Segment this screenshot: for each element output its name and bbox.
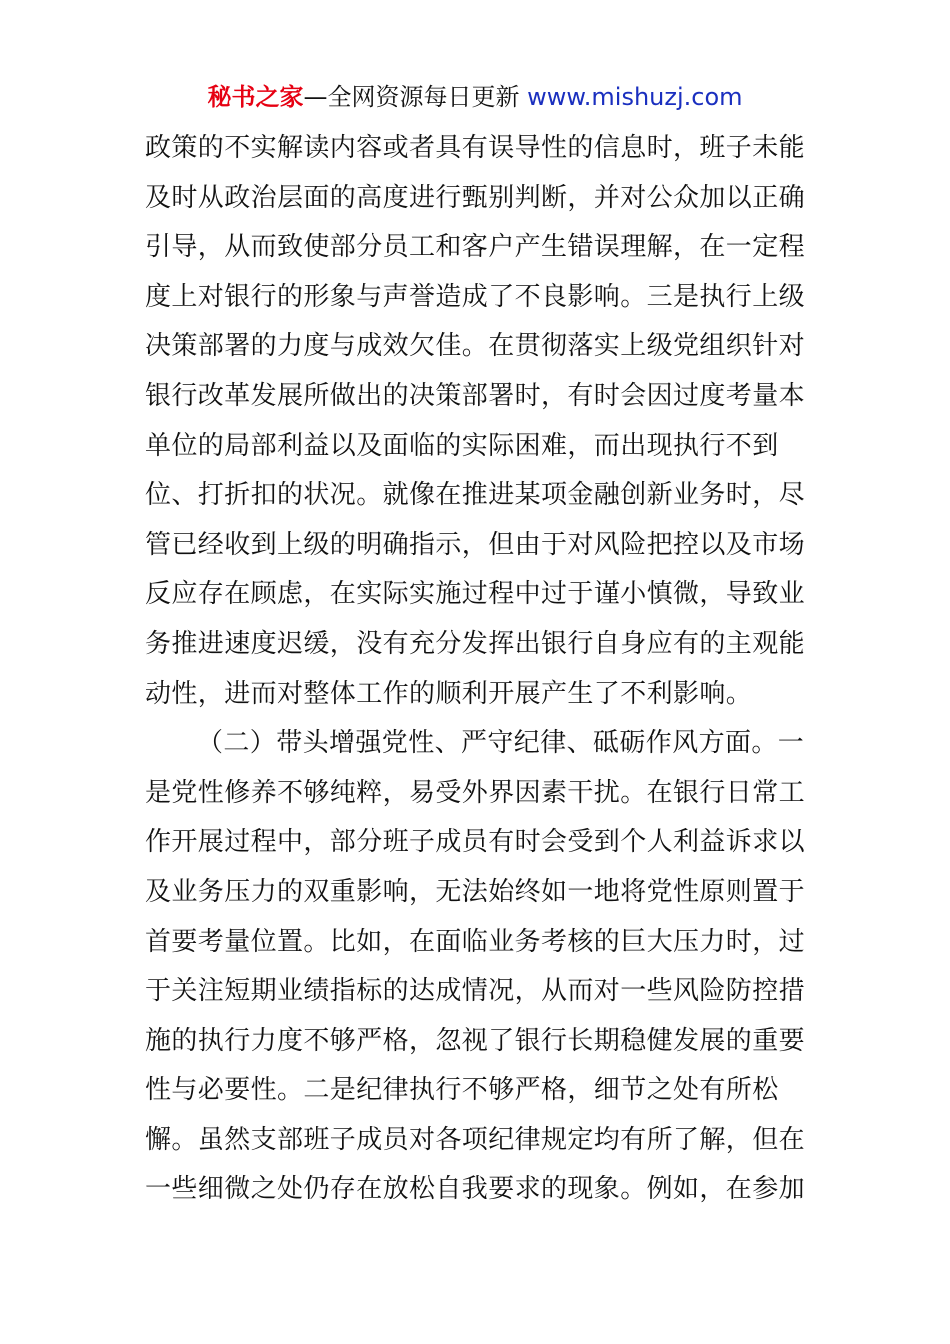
document-body — [145, 124, 809, 1215]
text-line: 政策的不实解读内容或者具有误导性的信息时，班子未能 — [145, 133, 806, 163]
text-line: 首要考量位置。比如，在面临业务考核的巨大压力时，过 — [145, 926, 806, 957]
text-line: 单位的局部利益以及面临的实际困难，而出现执行不到 — [145, 430, 779, 461]
text-line: 引导，从而致使部分员工和客户产生错误理解，在一定程 — [145, 232, 806, 263]
text-line: 务推进速度迟缓，没有充分发挥出银行自身应有的主观能 — [145, 628, 806, 659]
text-line: 作开展过程中，部分班子成员有时会受到个人利益诉求以 — [145, 827, 806, 858]
text-line: 决策部署的力度与成效欠佳。在贯彻落实上级党组织针对 — [145, 331, 806, 362]
text-line: 于关注短期业绩指标的达成情况，从而对一些风险防控措 — [145, 976, 806, 1007]
text-line: 及时从政治层面的高度进行甄别判断，并对公众加以正确 — [145, 182, 806, 213]
text-line: 位、打折扣的状况。就像在推进某项金融创新业务时，尽 — [145, 480, 806, 511]
text-line: 懈。虽然支部班子成员对各项纪律规定均有所了解，但在 — [145, 1124, 806, 1155]
text-line: 银行改革发展所做出的决策部署时，有时会因过度考量本 — [145, 380, 806, 411]
text-line: 一些细微之处仍存在放松自我要求的现象。例如，在参加 — [145, 1174, 806, 1205]
text-line: 是党性修养不够纯粹，易受外界因素干扰。在银行日常工 — [145, 777, 806, 808]
text-line: 施的执行力度不够严格，忽视了银行长期稳健发展的重要 — [145, 1025, 806, 1056]
text-line: 管已经收到上级的明确指示，但由于对风险把控以及市场 — [145, 529, 806, 560]
site-url[interactable]: www.mishuzj.com — [519, 83, 743, 111]
text-line: 度上对银行的形象与声誉造成了不良影响。三是执行上级 — [145, 281, 806, 312]
page-header — [0, 80, 950, 114]
section-heading-line: （二）带头增强党性、严守纪律、砥砺作风方面。一 — [197, 728, 805, 759]
header-tagline: —全网资源每日更新 — [303, 83, 520, 111]
text-line: 及业务压力的双重影响，无法始终如一地将党性原则置于 — [145, 876, 806, 907]
text-line: 反应存在顾虑，在实际实施过程中过于谨小慎微，导致业 — [145, 579, 806, 610]
text-line: 性与必要性。二是纪律执行不够严格，细节之处有所松 — [145, 1075, 779, 1106]
text-line: 动性，进而对整体工作的顺利开展产生了不利影响。 — [145, 678, 753, 709]
brand-name: 秘书之家 — [207, 83, 304, 111]
